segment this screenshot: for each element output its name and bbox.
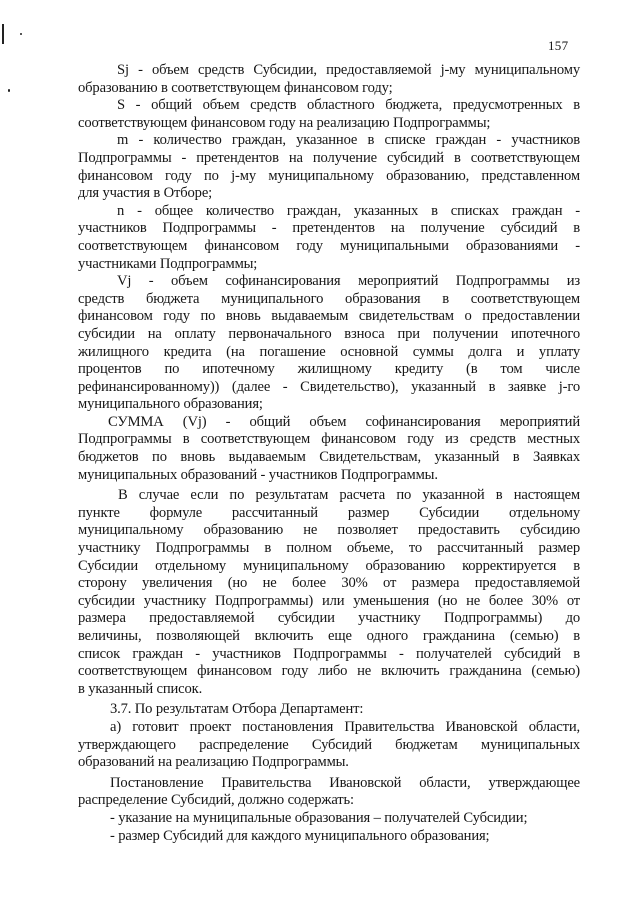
text-line: Sj - объем средств Субсидии, предоставляемой j-му муниципальному (117, 62, 580, 78)
text-line: В случае если по результатам расчета по указанной в настоящем (118, 487, 580, 504)
text-line: 3.7. По результатам Отбора Департамент: (110, 701, 364, 718)
text-line: субсидии на оплату первоначального взноса при получении ипотечного (78, 325, 580, 342)
text-line: величины, позволяющей включить еще одного гражданина (семью) в (78, 628, 580, 644)
text-line: размера предоставляемой субсидии участнику Подпрограммы) до (78, 610, 580, 627)
text-line: участников Подпрограммы - претендентов на получение субсидий в (78, 220, 580, 237)
text-line: Подпрограммы - претендентов на получение субсидий в соответствующем (78, 149, 580, 166)
text-line: жилищного кредита (на погашение основной суммы долга и уплату (78, 343, 580, 360)
text-line: распределение Субсидий, должно содержать: (78, 792, 354, 809)
text-line: процентов по ипотечному жилищному кредиту (в том числе (78, 361, 580, 378)
text-line: утверждающего распределение Субсидий бюджетам муниципальных (78, 736, 580, 753)
text-line: - указание на муниципальные образования – получателей Субсидии; (110, 809, 528, 826)
text-line: соответствующем финансовом году на реализацию Подпрограммы; (78, 114, 491, 131)
scan-artifact (8, 89, 10, 92)
document-body (78, 62, 580, 845)
text-line: средств бюджета муниципального образования в соответствующем (78, 290, 580, 307)
text-line: муниципальных образований - участников Подпрограммы. (78, 466, 438, 483)
text-line: финансовом году по j-му муниципальному образованию, представленном (78, 167, 580, 184)
page-number: 157 (548, 38, 569, 53)
text-line: для участия в Отборе; (78, 185, 213, 202)
text-line: список граждан - участников Подпрограммы - получателей субсидий в (78, 645, 580, 662)
text-line: - размер Субсидий для каждого муниципального образования; (110, 827, 490, 844)
text-line: участниками Подпрограммы; (78, 255, 258, 272)
text-line: бюджетов по вновь выдаваемым Свидетельствам, указанный в Заявках (78, 449, 580, 466)
text-line: образований на реализацию Подпрограммы. (78, 754, 349, 771)
text-line: n - общее количество граждан, указанных в списках граждан - (117, 202, 580, 219)
text-line: финансовом году по вновь выдаваемым свидетельствам о предоставлении (78, 308, 580, 325)
text-line: Vj - объем софинансирования мероприятий Подпрограммы из (117, 273, 580, 290)
text-line: пункте формуле рассчитанный размер Субсидии отдельному (78, 504, 580, 521)
text-line: Подпрограммы в соответствующем финансовом году из средств местных (78, 431, 580, 448)
text-line: участнику Подпрограммы в полном объеме, то рассчитанный размер (78, 540, 580, 557)
text-line: муниципального образования; (78, 396, 263, 413)
text-line: m - количество граждан, указанное в списке граждан - участников (117, 132, 580, 149)
text-line: в указанный список. (78, 680, 203, 697)
text-line: соответствующем финансовом году муниципальными образованиями - (78, 237, 580, 254)
text-line: муниципальному образованию не позволяет предоставить субсидию (78, 522, 580, 539)
text-line: соответствующем финансовом году либо не включить гражданина (семью) (78, 663, 580, 680)
text-line: сторону увеличения (но не более 30% от размера предоставляемой (78, 575, 580, 592)
text-line: СУММА (Vj) - общий объем софинансирования мероприятий (108, 413, 580, 430)
text-line: Постановление Правительства Ивановской области, утверждающее (110, 774, 580, 791)
text-line: S - общий объем средств областного бюджета, предусмотренных в (117, 97, 580, 114)
scan-artifact (2, 24, 4, 44)
text-line: образованию в соответствующем финансовом году; (78, 79, 393, 96)
text-line: субсидии участнику Подпрограммы) или уменьшения (но не более 30% от (78, 592, 580, 609)
scan-artifact (20, 33, 22, 35)
text-line: а) готовит проект постановления Правительства Ивановской области, (110, 718, 580, 735)
text-line: Субсидии отдельному муниципальному образованию корректируется в (78, 557, 580, 574)
text-line: рефинансированному)) (далее - Свидетельство), указанный в заявке j-го (78, 378, 580, 395)
